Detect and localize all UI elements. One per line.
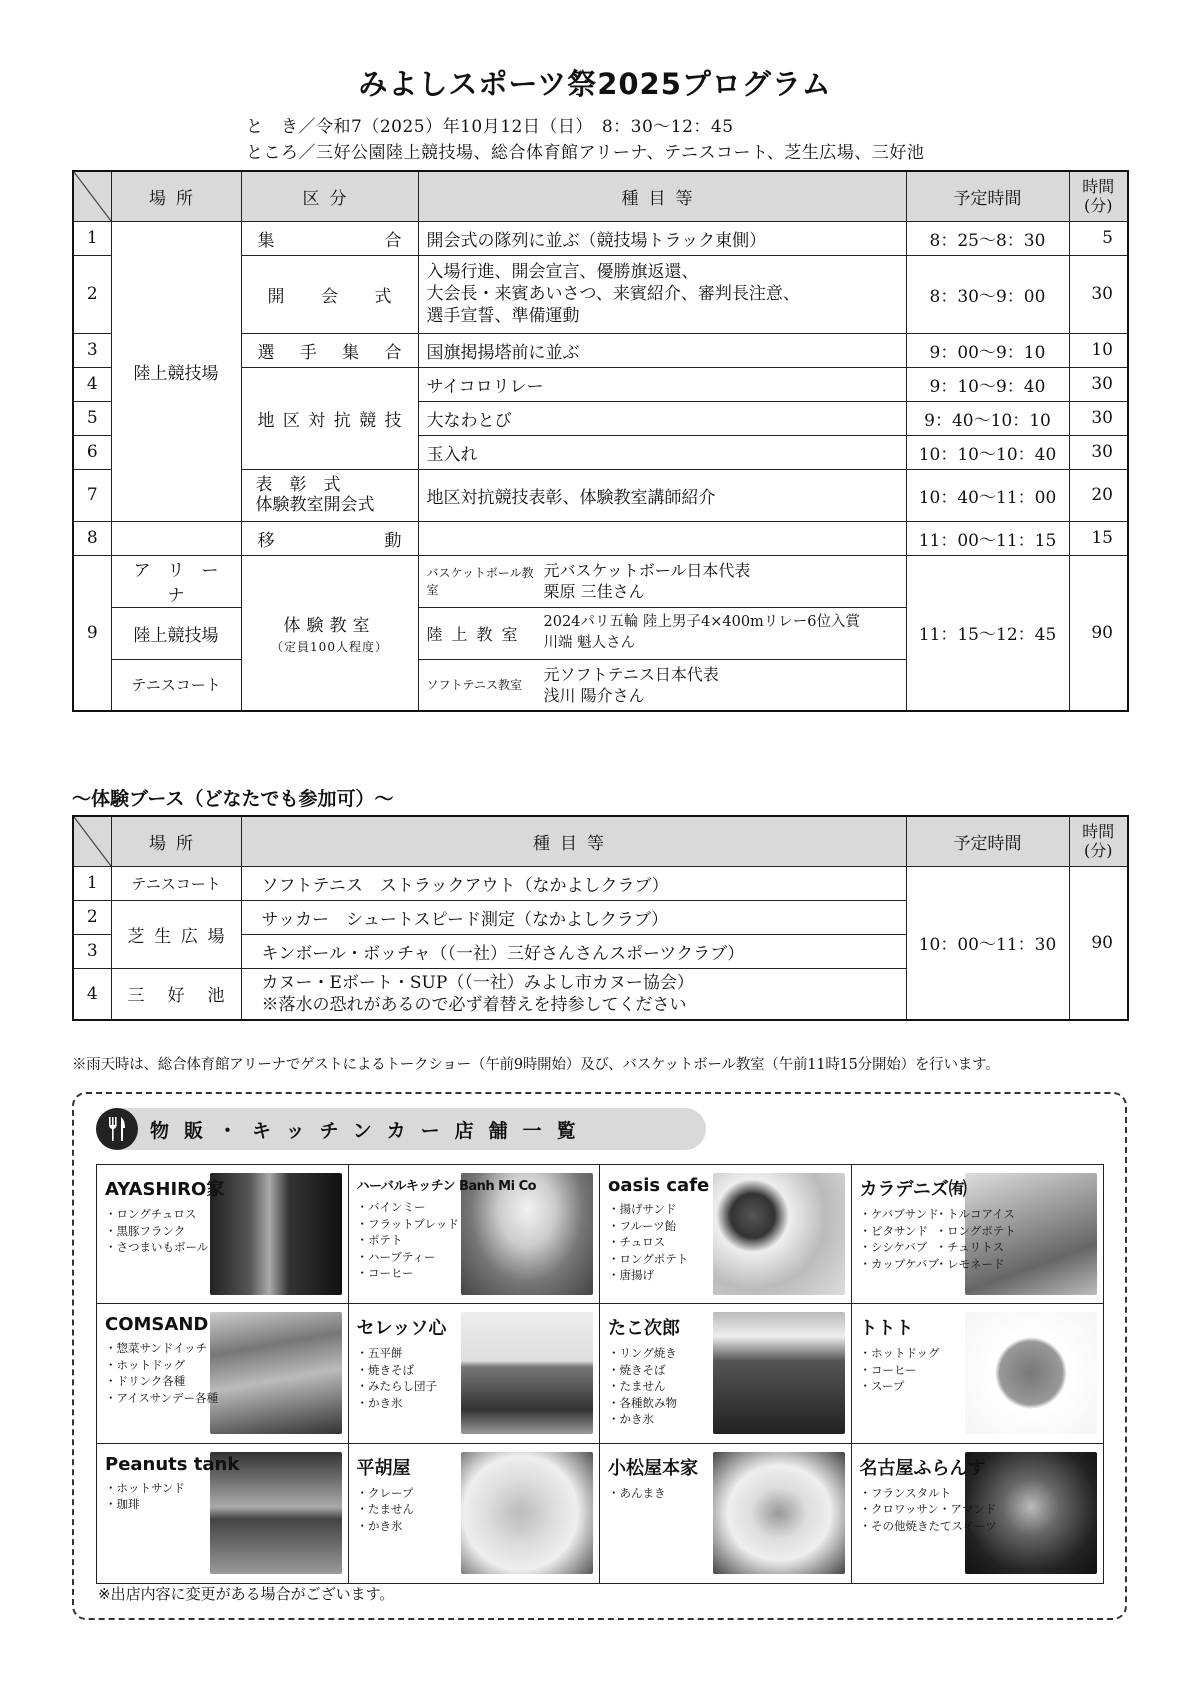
- vendor-item: ・ 各種飲み物: [608, 1395, 851, 1412]
- row-number: 1: [73, 221, 111, 255]
- vendor-item: ・ ケバブサンド: [860, 1206, 934, 1223]
- row-number: 2: [73, 255, 111, 333]
- place-arena: ア リ ー ナ: [111, 555, 241, 607]
- vendor-item: ・ ホットドッグ: [105, 1357, 348, 1374]
- vendor-item: ・ クロワッサン・アマンド: [860, 1501, 1104, 1518]
- place-cell: 三好池: [111, 968, 241, 1020]
- place-tennis: テニスコート: [111, 659, 241, 711]
- booth-table: [72, 815, 1129, 1021]
- vendor-items: [357, 1199, 600, 1282]
- vendor-item: ・ たません: [357, 1501, 600, 1518]
- vendor-item: ・ 焼きそば: [357, 1362, 600, 1379]
- vendor-item: ・ ロングポテト: [936, 1223, 1010, 1240]
- vendor-item: ・ カップケバブ: [860, 1256, 934, 1273]
- duration-cell: 30: [1069, 401, 1128, 435]
- time-cell: 10：40〜11：00: [906, 469, 1069, 521]
- event-cell: [418, 521, 906, 555]
- vendor-item: ・ あんまき: [608, 1485, 851, 1502]
- classroom-soft-tennis: [418, 659, 906, 711]
- vendor-item: ・ みたらし団子: [357, 1378, 600, 1395]
- vendor-items: [105, 1480, 348, 1513]
- fork-knife-icon: [96, 1108, 138, 1150]
- row-number: 1: [73, 866, 111, 900]
- header-duration: 時間 (分): [1069, 171, 1128, 221]
- vendor-item: ・ シシケバブ: [860, 1239, 934, 1256]
- place-cell: テニスコート: [111, 866, 241, 900]
- vendor-item: ・ コーヒー: [357, 1265, 600, 1282]
- classroom-type-label: 陸上教室: [426, 624, 527, 644]
- event-cell: 入場行進、開会宣言、優勝旗返還、 大会長・来賓あいさつ、来賓紹介、審判長注意、 選手宣誓、準備運動: [418, 255, 906, 333]
- vendor-item: ・ チュロス: [608, 1234, 851, 1251]
- vendor-name: 名古屋ふらんす: [859, 1457, 986, 1479]
- vendor-item: ・ 唐揚げ: [608, 1267, 851, 1284]
- program-row-1: [73, 221, 1128, 255]
- vendor-item: ・ ロングチュロス: [105, 1206, 348, 1223]
- row-number: 7: [73, 469, 111, 521]
- vendor-item: ・ 焼きそば: [608, 1362, 851, 1379]
- classroom-instructor: 元バスケットボール日本代表 栗原 三佳さん: [543, 561, 751, 601]
- vendor-name: ハーバルキッチン Banh Mi Co: [356, 1179, 537, 1194]
- time-cell: 11：15〜12：45: [906, 555, 1069, 711]
- duration-cell: 90: [1069, 555, 1128, 711]
- header-time: 予定時間: [906, 816, 1069, 866]
- vendor-item: ・ チュリトス: [936, 1239, 1010, 1256]
- row-number: 8: [73, 521, 111, 555]
- vendor-card: [852, 1165, 1104, 1304]
- time-cell: 10：10〜10：40: [906, 435, 1069, 469]
- vendor-card: [349, 1165, 601, 1304]
- duration-cell: 90: [1069, 866, 1128, 1020]
- vendor-item: ・ クレープ: [357, 1485, 600, 1502]
- vendor-name: カラデニズ㈲: [859, 1179, 967, 1200]
- food-change-note: ※出店内容に変更がある場合がございます。: [98, 1585, 395, 1603]
- vendor-item: ・ 五平餅: [357, 1345, 600, 1362]
- vendor-item: ・ 珈琲: [105, 1496, 348, 1513]
- vendor-item: ・ 揚げサンド: [608, 1201, 851, 1218]
- vendor-item: ・ コーヒー: [860, 1362, 1104, 1379]
- vendor-items: [105, 1340, 348, 1406]
- page-title: みよしスポーツ祭2025プログラム: [358, 67, 832, 101]
- corner-cell: [73, 816, 111, 866]
- vendor-item: ・ バインミー: [357, 1199, 600, 1216]
- category-cell: 開会式: [241, 255, 418, 333]
- duration-cell: 10: [1069, 333, 1128, 367]
- classroom-instructor: 元ソフトテニス日本代表 浅川 陽介さん: [543, 664, 719, 705]
- vendor-name: トトト: [859, 1318, 914, 1340]
- time-cell: 8：25〜8：30: [906, 221, 1069, 255]
- vendor-item: ・ ハーブティー: [357, 1249, 600, 1266]
- time-cell: 11：00〜11：15: [906, 521, 1069, 555]
- food-vendors-box: [72, 1092, 1127, 1620]
- vendor-item: ・ リング焼き: [608, 1345, 851, 1362]
- time-cell: 9：40〜10：10: [906, 401, 1069, 435]
- vendor-name: セレッソ心: [356, 1318, 447, 1340]
- event-cell: 開会式の隊列に並ぶ（競技場トラック東側）: [418, 221, 906, 255]
- category-cell: 表 彰 式 体験教室開会式: [241, 469, 418, 521]
- category-cell: 地区対抗競技: [241, 367, 418, 469]
- classroom-instructor: 2024パリ五輪 陸上男子4×400mリレー6位入賞 川端 魁人さん: [543, 614, 861, 651]
- category-classroom: [241, 555, 418, 711]
- program-table: [72, 170, 1129, 712]
- vendor-card: [349, 1444, 601, 1583]
- vendor-card: [852, 1304, 1104, 1443]
- classroom-basketball: [418, 555, 906, 607]
- header-place: 場所: [111, 171, 241, 221]
- vendor-item: ・ アイスサンデー各種: [105, 1390, 348, 1407]
- place-stadium: 陸上競技場: [111, 221, 241, 521]
- food-section-title: 物販・キッチンカー店舗一覧: [150, 1119, 591, 1142]
- vendor-item: ・ ポテト: [357, 1232, 600, 1249]
- vendor-items: [105, 1206, 348, 1256]
- vendor-card: [600, 1165, 852, 1304]
- duration-cell: 30: [1069, 367, 1128, 401]
- vendor-item: ・ ホットサンド: [105, 1480, 348, 1497]
- vendor-item: ・ その他焼きたてスイーツ: [860, 1518, 1104, 1535]
- vendor-item: ・ かき氷: [357, 1518, 600, 1535]
- event-date: と き／令和7（2025）年10月12日（日） 8：30〜12：45: [246, 117, 734, 137]
- row-number: 2: [73, 900, 111, 934]
- time-cell: 8：30〜9：00: [906, 255, 1069, 333]
- vendor-name: 平胡屋: [356, 1457, 411, 1479]
- row-number: 3: [73, 333, 111, 367]
- classroom-type-label: バスケットボール教室: [426, 566, 534, 597]
- vendor-grid: [96, 1164, 1104, 1584]
- header-duration: 時間 (分): [1069, 816, 1128, 866]
- header-event: 種目等: [241, 816, 906, 866]
- vendor-items: [608, 1485, 851, 1502]
- row-number: 6: [73, 435, 111, 469]
- vendor-items: [860, 1485, 1104, 1535]
- vendor-card: [600, 1444, 852, 1583]
- program-header-row: [73, 171, 1128, 221]
- event-cell: 玉入れ: [418, 435, 906, 469]
- vendor-items: [357, 1345, 600, 1411]
- vendor-card: [97, 1165, 349, 1304]
- vendor-card: [600, 1304, 852, 1443]
- vendor-item: ・ トルコアイス: [936, 1206, 1010, 1223]
- vendor-name: 小松屋本家: [608, 1457, 698, 1479]
- header-event: 種目等: [418, 171, 906, 221]
- vendor-item: ・ ドリンク各種: [105, 1373, 348, 1390]
- duration-cell: 30: [1069, 435, 1128, 469]
- event-cell: 大なわとび: [418, 401, 906, 435]
- event-cell: カヌー・Eボート・SUP（（一社）みよし市カヌー協会） ※落水の恐れがあるので必ず着替えを持参してください: [241, 968, 906, 1020]
- vendor-items: [357, 1485, 600, 1535]
- header-time: 予定時間: [906, 171, 1069, 221]
- vendor-item: ・ かき氷: [357, 1395, 600, 1412]
- classroom-label: 体験教室: [283, 615, 376, 636]
- event-cell: キンボール・ボッチャ（（一社）三好さんさんスポーツクラブ）: [241, 934, 906, 968]
- vendor-item: ・ レモネード: [936, 1256, 1010, 1273]
- booth-row-1: [73, 866, 1128, 900]
- classroom-type-label: ソフトテニス教室: [426, 678, 523, 693]
- time-cell: 9：10〜9：40: [906, 367, 1069, 401]
- food-section-header: [96, 1108, 706, 1150]
- place-stadium-sub: 陸上競技場: [111, 607, 241, 659]
- vendor-name: たこ次郎: [608, 1318, 680, 1340]
- vendor-item: ・ 黒豚フランク: [105, 1223, 348, 1240]
- vendor-items: [608, 1201, 851, 1284]
- row-number: 5: [73, 401, 111, 435]
- time-cell: 9：00〜9：10: [906, 333, 1069, 367]
- vendor-item: ・ フランスタルト: [860, 1485, 1104, 1502]
- vendor-item: ・ ホットドッグ: [860, 1345, 1104, 1362]
- vendor-item: ・ スープ: [860, 1378, 1104, 1395]
- vendor-name: Peanuts tank: [105, 1453, 240, 1475]
- vendor-item: ・ フラットブレッド: [357, 1216, 600, 1233]
- vendor-item: ・ さつまいもボール: [105, 1239, 348, 1256]
- vendor-name: AYASHIRO家: [105, 1179, 225, 1200]
- vendor-name: oasis cafe: [608, 1175, 710, 1196]
- place-cell: 芝生広場: [111, 900, 241, 968]
- vendor-item: ・ フルーツ飴: [608, 1218, 851, 1235]
- vendor-card: [97, 1304, 349, 1443]
- duration-cell: 5: [1069, 221, 1128, 255]
- rain-note: ※雨天時は、総合体育館アリーナでゲストによるトークショー（午前9時開始）及び、バスケットボール教室（午前11時15分開始）を行います。: [72, 1057, 1000, 1073]
- vendor-card: [852, 1444, 1104, 1583]
- vendor-item: ・ かき氷: [608, 1411, 851, 1428]
- row-number: 4: [73, 968, 111, 1020]
- vendor-item: ・ ピタサンド: [860, 1223, 934, 1240]
- program-row-9a: [73, 555, 1128, 607]
- booth-section-title: 〜体験ブース（どなたでも参加可）〜: [72, 788, 394, 810]
- event-cell: サイコロリレー: [418, 367, 906, 401]
- classroom-capacity: （定員100人程度）: [271, 639, 388, 654]
- vendor-card: [349, 1304, 601, 1443]
- event-cell: 地区対抗競技表彰、体験教室講師紹介: [418, 469, 906, 521]
- vendor-card: [97, 1444, 349, 1583]
- event-cell: サッカー シュートスピード測定（なかよしクラブ）: [241, 900, 906, 934]
- duration-cell: 30: [1069, 255, 1128, 333]
- program-row-8: [73, 521, 1128, 555]
- event-cell: ソフトテニス ストラックアウト（なかよしクラブ）: [241, 866, 906, 900]
- vendor-items: [860, 1345, 1104, 1395]
- classroom-athletics: [418, 607, 906, 659]
- event-cell: 国旗掲揚塔前に並ぶ: [418, 333, 906, 367]
- corner-cell: [73, 171, 111, 221]
- header-place: 場所: [111, 816, 241, 866]
- category-cell: 選手集合: [241, 333, 418, 367]
- booth-header-row: [73, 816, 1128, 866]
- place-empty: [111, 521, 241, 555]
- vendor-item: ・ ロングポテト: [608, 1251, 851, 1268]
- category-cell: 移動: [241, 521, 418, 555]
- duration-cell: 20: [1069, 469, 1128, 521]
- time-cell: 10：00〜11：30: [906, 866, 1069, 1020]
- row-number: 9: [73, 555, 111, 711]
- category-cell: 集合: [241, 221, 418, 255]
- vendor-item: ・ 惣菜サンドイッチ: [105, 1340, 348, 1357]
- vendor-items: [860, 1206, 1016, 1272]
- header-category: 区分: [241, 171, 418, 221]
- duration-cell: 15: [1069, 521, 1128, 555]
- event-venues: ところ／三好公園陸上競技場、総合体育館アリーナ、テニスコート、芝生広場、三好池: [246, 143, 925, 163]
- row-number: 4: [73, 367, 111, 401]
- vendor-name: COMSAND: [105, 1314, 209, 1336]
- row-number: 3: [73, 934, 111, 968]
- vendor-item: ・ たません: [608, 1378, 851, 1395]
- vendor-items: [608, 1345, 851, 1428]
